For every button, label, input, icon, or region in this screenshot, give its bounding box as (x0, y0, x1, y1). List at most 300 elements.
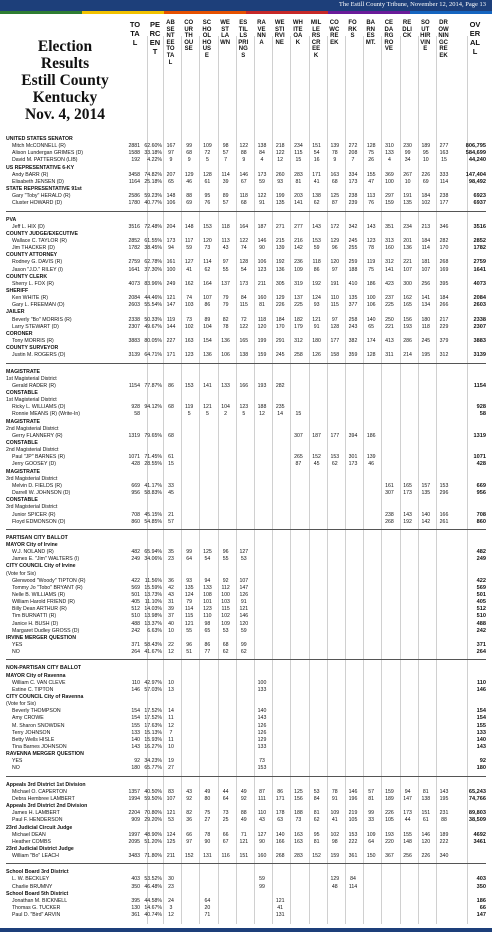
race-heading-row (6, 288, 486, 295)
precinct-cell: 15 (295, 411, 302, 418)
precinct-cell: 55 (222, 556, 229, 563)
column-header: CEDARGROVE (384, 20, 394, 53)
total-cell: 3458 (128, 171, 140, 178)
precinct-cell: 121 (312, 316, 321, 323)
row-label: School Board 5th District (6, 890, 69, 897)
precinct-cell: 152 (312, 454, 321, 461)
precinct-cell: 120 (239, 620, 249, 627)
precinct-cell: 93 (277, 178, 284, 185)
precinct-cell: 147 (166, 302, 176, 309)
precinct-cell: 277 (439, 143, 449, 150)
precinct-cell: 170 (439, 245, 449, 252)
precinct-cell: 151 (421, 810, 431, 817)
race-heading-row (6, 447, 486, 454)
total-cell: 2204 (128, 810, 140, 817)
percent-cell: 25.18% (144, 178, 162, 185)
precinct-cell: 162 (184, 280, 194, 287)
overall-cell: 146 (476, 686, 486, 693)
candidate-row (6, 193, 486, 200)
stripe-segment (328, 11, 410, 14)
precinct-cell: 211 (257, 280, 267, 287)
precinct-cell: 96 (222, 549, 229, 556)
precinct-cell: 59 (240, 627, 247, 634)
precinct-cell: 369 (385, 171, 394, 178)
total-cell: 501 (131, 592, 140, 598)
row-label: COUNTY SURVEYOR (6, 345, 59, 352)
precinct-cell: 69 (186, 200, 193, 207)
race-heading-row (6, 535, 486, 542)
precinct-cell: 46 (368, 461, 375, 468)
row-label: COUNTY CLERK (6, 273, 48, 280)
row-label: Mitch McCONNELL (R) (12, 143, 66, 150)
precinct-cell: 136 (203, 352, 212, 359)
percent-cell: 14.03% (144, 606, 162, 613)
total-cell: 154 (131, 708, 140, 715)
candidate-row (6, 687, 486, 694)
precinct-cell: 39 (222, 178, 229, 185)
precinct-cell: 75 (368, 266, 375, 273)
candidate-row (6, 461, 486, 468)
precinct-cell: 124 (166, 831, 176, 838)
precinct-cell: 90 (259, 245, 265, 252)
row-label: Nelle B. WILLIAMS (R) (12, 592, 66, 598)
precinct-cell: 42 (168, 584, 174, 591)
precinct-cell: 64 (204, 897, 211, 904)
precinct-cell: 27 (168, 765, 174, 772)
precinct-cell: 140 (366, 316, 376, 323)
precinct-cell: 159 (385, 788, 394, 795)
precinct-cell: 77 (204, 649, 211, 656)
precinct-cell: 114 (421, 245, 430, 252)
precinct-cell: 76 (368, 200, 375, 207)
precinct-cell: 159 (330, 853, 340, 860)
candidate-row (6, 628, 486, 635)
precinct-cell: 162 (403, 295, 412, 302)
precinct-cell: 305 (275, 280, 285, 287)
precinct-cell: 161 (385, 482, 394, 489)
total-cell: 2307 (128, 323, 140, 330)
candidate-row (6, 839, 486, 846)
precinct-cell: 126 (312, 352, 321, 359)
stripe-segment (82, 11, 164, 14)
total-cell: 1997 (128, 831, 140, 838)
precinct-cell: 138 (257, 143, 267, 150)
total-cell: 264 (131, 649, 140, 656)
row-label: Paul "JP" BARNES (R) (12, 454, 65, 461)
precinct-cell: 146 (239, 613, 249, 620)
column-header: BARNESMT. (365, 20, 376, 46)
precinct-cell: 184 (421, 193, 431, 200)
precinct-cell: 148 (403, 838, 412, 845)
row-label: Elisabeth JENSEN (D) (12, 178, 64, 185)
precinct-cell: 61 (422, 817, 429, 824)
candidate-row (6, 238, 486, 245)
row-label: Rodney G. DAVIS (R) (12, 259, 63, 266)
precinct-cell: 135 (421, 490, 431, 497)
column-header: FORKS (348, 20, 357, 40)
precinct-cell: 109 (294, 266, 303, 273)
percent-cell: 11.56% (144, 577, 162, 584)
race-heading-row (6, 419, 486, 426)
title-line: Estill County (21, 72, 109, 89)
precinct-cell: 24 (168, 897, 174, 904)
precinct-cell: 423 (385, 280, 394, 287)
column-header: WHITEOAK (292, 20, 303, 46)
precinct-cell: 81 (313, 838, 320, 845)
precinct-cell: 72 (204, 150, 211, 157)
precinct-cell: 213 (421, 223, 431, 230)
precinct-cell: 163 (330, 171, 340, 178)
precinct-cell: 23 (168, 556, 174, 563)
precinct-cell: 59 (186, 245, 193, 252)
precinct-cell: 112 (221, 584, 230, 591)
overall-cell: 186 (476, 897, 486, 904)
precinct-cell: 88 (240, 810, 247, 817)
precinct-cell: 92 (240, 795, 247, 802)
precinct-cell: 256 (403, 853, 412, 860)
precinct-cell: 34 (404, 157, 411, 164)
race-heading-row (6, 665, 486, 672)
precinct-cell: 138 (239, 352, 249, 359)
candidate-row (6, 723, 486, 730)
candidate-row (6, 411, 486, 418)
row-label: 23rd Judicial Circuit Judge (6, 824, 73, 831)
percent-cell: 33.18% (144, 150, 162, 157)
precinct-cell: 291 (275, 338, 285, 345)
precinct-cell: 166 (275, 838, 285, 845)
precinct-cell: 191 (330, 280, 340, 287)
total-cell: 242 (131, 627, 140, 634)
row-label: School Board 3rd District (6, 869, 69, 876)
column-header: SCHOOLHOUSE (202, 20, 212, 59)
race-heading-row (6, 701, 486, 708)
row-label: Justin M. ROGERS (D) (12, 352, 66, 359)
precinct-cell: 57 (168, 518, 174, 525)
precinct-cell: 160 (385, 245, 394, 252)
percent-cell: 46.48% (144, 883, 162, 890)
column-header: PERCENT (149, 20, 161, 56)
row-label: Jonathan M. BICKNELL (12, 897, 68, 904)
precinct-cell: 54 (204, 556, 211, 563)
row-label: Ken WHITE (R) (12, 295, 49, 302)
candidate-row (6, 324, 486, 331)
candidate-row (6, 642, 486, 649)
candidate-row (6, 905, 486, 912)
candidate-row (6, 789, 486, 796)
row-label: James E. "Jim" WALTERS (I) (12, 556, 80, 563)
precinct-cell: 81 (422, 788, 429, 795)
percent-cell: 17.63% (144, 722, 162, 729)
precinct-cell: 106 (221, 352, 230, 359)
row-label: 23rd Judicial District Judge (6, 845, 74, 852)
precinct-cell: 153 (312, 237, 321, 244)
total-cell: 180 (131, 765, 140, 772)
row-label: Gary L. FREEMAN (D) (12, 302, 65, 309)
precinct-cell: 57 (222, 150, 229, 157)
candidate-row (6, 912, 486, 919)
precinct-cell: 68 (186, 150, 193, 157)
precinct-cell: 221 (385, 323, 394, 330)
precinct-cell: 103 (184, 302, 194, 309)
precinct-cell: 265 (294, 454, 303, 461)
precinct-cell: 138 (421, 795, 431, 802)
row-label: Tommy Jo "Tobo" BRYANT (R) (12, 584, 83, 591)
precinct-cell: 174 (366, 338, 376, 345)
precinct-cell: 216 (294, 237, 303, 244)
precinct-cell: 133 (203, 584, 212, 591)
precinct-cell: 121 (275, 897, 285, 904)
precinct-cell: 79 (186, 599, 193, 606)
precinct-cell: 136 (403, 245, 412, 252)
precinct-cell: 307 (385, 490, 394, 497)
overall-cell: 147,404 (465, 171, 486, 178)
row-label: Janice H. BUSH (D) (12, 620, 59, 627)
precinct-cell: 14 (168, 708, 174, 715)
precinct-cell: 9 (169, 157, 173, 164)
precinct-cell: 76 (204, 200, 211, 207)
precinct-cell: 166 (239, 382, 249, 389)
precinct-cell: 156 (403, 316, 412, 323)
precinct-cell: 45 (168, 490, 174, 497)
precinct-cell: 143 (439, 788, 449, 795)
candidate-row (6, 613, 486, 620)
precinct-cell: 53 (240, 556, 247, 563)
precinct-cell: 89 (222, 193, 229, 200)
overall-cell: 154 (476, 708, 486, 715)
row-label: MAGISTRATE (6, 418, 40, 425)
candidate-row (6, 737, 486, 744)
precinct-cell: 173 (348, 178, 358, 185)
row-label: Heather COMBS (12, 838, 51, 845)
precinct-cell: 201 (403, 237, 412, 244)
precinct-cell: 49 (240, 817, 247, 824)
total-cell: 482 (131, 549, 140, 556)
row-label: Sherry L. FOX (R) (12, 280, 54, 287)
row-label: Betty Wells HISLE (12, 736, 55, 743)
row-label: William C. VAN CLEVE (12, 679, 66, 686)
precinct-cell: 153 (348, 831, 358, 838)
candidate-row (6, 715, 486, 722)
precinct-cell: 20 (204, 905, 211, 911)
precinct-cell: 153 (330, 454, 340, 461)
total-cell: 350 (131, 883, 140, 890)
candidate-row (6, 606, 486, 613)
precinct-cell: 218 (275, 143, 285, 150)
total-cell: 2084 (128, 295, 140, 302)
precinct-cell: 128 (239, 259, 249, 266)
precinct-cell: 180 (421, 316, 431, 323)
precinct-cell: 121 (166, 295, 176, 302)
overall-cell: 2307 (473, 323, 486, 330)
race-heading-row (6, 165, 486, 172)
percent-cell: 4.22% (147, 157, 162, 164)
precinct-cell: 81 (259, 302, 265, 309)
precinct-cell: 221 (403, 259, 412, 266)
race-heading-row (6, 217, 486, 224)
precinct-cell: 86 (204, 302, 211, 309)
title-line: Nov. 4, 2014 (24, 106, 106, 123)
overall-cell: 422 (476, 577, 486, 584)
row-label: Larry STEWART (D) (12, 323, 59, 330)
precinct-cell: 10 (168, 627, 174, 634)
precinct-cell: 163 (184, 338, 194, 345)
precinct-cell: 139 (330, 143, 340, 150)
precinct-cell: 153 (184, 382, 194, 389)
precinct-cell: 333 (439, 171, 449, 178)
percent-cell: 71.80% (144, 853, 162, 860)
precinct-cell: 377 (348, 302, 358, 309)
precinct-cell: 184 (439, 295, 449, 302)
stripe-segment (0, 11, 82, 14)
precinct-cell: 43 (186, 788, 193, 795)
precinct-cell: 117 (185, 237, 194, 244)
section-divider (6, 363, 486, 364)
percent-cell: 74.82% (144, 171, 162, 178)
percent-cell: 41.67% (144, 649, 162, 656)
percent-cell: 17.52% (144, 715, 162, 722)
precinct-cell: 99 (240, 642, 247, 649)
precinct-cell: 245 (348, 237, 358, 244)
precinct-cell: 93 (313, 302, 320, 309)
precinct-cell: 135 (403, 200, 412, 207)
candidate-row (6, 352, 486, 359)
precinct-cell: 155 (403, 831, 412, 838)
section-divider (6, 776, 486, 777)
total-cell: 395 (131, 897, 140, 904)
row-label: Ricky L. WILLIAMS (D) (12, 404, 66, 411)
precinct-cell: 235 (275, 404, 285, 411)
percent-cell: 59.23% (144, 193, 162, 200)
precinct-cell: 94 (204, 577, 211, 584)
precinct-cell: 100 (257, 679, 267, 686)
precinct-cell: 119 (185, 404, 194, 411)
precinct-cell: 59 (259, 178, 265, 185)
column-header: OVERALL (469, 20, 481, 56)
precinct-cell: 234 (294, 143, 303, 150)
precinct-cell: 99 (186, 549, 193, 556)
row-label: SHERIFF (6, 288, 29, 294)
race-heading-row (6, 825, 486, 832)
row-label: Jim THACKER (D) (12, 245, 55, 252)
precinct-cell: 189 (439, 831, 449, 838)
precinct-cell: 7 (224, 157, 228, 164)
precinct-cell: 121 (166, 810, 176, 817)
percent-cell: 13.37% (144, 620, 162, 627)
precinct-cell: 97 (168, 150, 174, 157)
precinct-cell: 137 (294, 295, 303, 302)
precinct-cell: 43 (168, 592, 174, 598)
precinct-cell: 122 (257, 193, 267, 200)
candidate-row (6, 832, 486, 839)
precinct-cell: 36 (186, 817, 193, 824)
total-cell: 708 (131, 511, 140, 518)
total-cell: 192 (131, 157, 140, 164)
precinct-cell: 239 (348, 200, 358, 207)
overall-cell: 143 (476, 744, 486, 750)
precinct-cell: 116 (221, 853, 230, 860)
precinct-cell: 351 (385, 223, 394, 230)
race-heading-row (6, 186, 486, 193)
precinct-cell: 72 (240, 316, 247, 323)
precinct-cell: 128 (330, 323, 340, 330)
row-label: Charlie BRUMNY (12, 883, 53, 890)
overall-cell: 350 (476, 883, 486, 890)
row-label: Beverly THOMPSON (12, 708, 61, 715)
precinct-cell: 62 (313, 817, 320, 824)
total-cell: 1588 (128, 150, 140, 157)
precinct-cell: 110 (203, 613, 212, 620)
precinct-cell: 203 (294, 193, 303, 200)
precinct-cell: 105 (348, 817, 358, 824)
precinct-cell: 10 (168, 744, 174, 750)
precinct-cell: 41 (331, 817, 338, 824)
row-label: MAYOR City of Ravenna (6, 672, 66, 679)
total-cell: 4073 (128, 280, 140, 287)
precinct-cell: 48 (331, 883, 338, 890)
precinct-cell: 367 (385, 853, 394, 860)
precinct-cell: 131 (275, 912, 285, 919)
stripe-segment (410, 11, 492, 14)
total-cell: 2881 (128, 143, 140, 150)
candidate-row (6, 338, 486, 345)
row-label: 3rd Magisterial District (6, 504, 58, 511)
precinct-cell: 98 (204, 620, 211, 627)
precinct-cell: 195 (421, 352, 431, 359)
total-cell: 3516 (128, 223, 140, 230)
candidate-row (6, 519, 486, 526)
precinct-cell: 99 (259, 883, 265, 890)
precinct-cell: 148 (166, 193, 176, 200)
precinct-cell: 39 (168, 606, 174, 613)
precinct-cell: 80 (204, 795, 211, 802)
precinct-cell: 75 (368, 150, 375, 157)
total-cell: 3483 (128, 853, 140, 860)
precinct-cell: 226 (421, 171, 431, 178)
precinct-cell: 313 (385, 237, 394, 244)
precinct-cell: 122 (239, 143, 249, 150)
row-label: YES (12, 642, 23, 649)
precinct-cell: 9 (242, 157, 246, 164)
precinct-cell: 119 (166, 316, 176, 323)
precinct-cell: 15 (168, 461, 174, 468)
overall-cell: 44,240 (468, 157, 486, 164)
total-cell: 371 (131, 642, 140, 649)
precinct-cell: 250 (385, 316, 394, 323)
precinct-cell: 100 (166, 266, 176, 273)
precinct-cell: 153 (203, 223, 212, 230)
precinct-cell: 7 (351, 157, 355, 164)
race-heading-row (6, 331, 486, 338)
precinct-cell: 25 (222, 817, 229, 824)
precinct-cell: 81 (313, 810, 320, 817)
overall-cell: 2338 (473, 316, 486, 323)
percent-cell: 34.06% (144, 556, 162, 563)
precinct-cell: 7 (169, 729, 173, 736)
precinct-cell: 152 (312, 853, 321, 860)
total-cell: 146 (131, 686, 140, 693)
overall-cell: 584,699 (465, 150, 486, 157)
candidate-row (6, 649, 486, 656)
row-label: Tina Barnes JOHNSON (12, 744, 67, 750)
precinct-cell: 160 (257, 295, 267, 302)
overall-cell: 2084 (473, 295, 486, 302)
race-heading-row (6, 309, 486, 316)
precinct-cell: 97 (331, 316, 338, 323)
precinct-cell: 193 (257, 382, 267, 389)
precinct-cell: 135 (348, 295, 358, 302)
candidate-row (6, 404, 486, 411)
precinct-cell: 215 (275, 237, 285, 244)
